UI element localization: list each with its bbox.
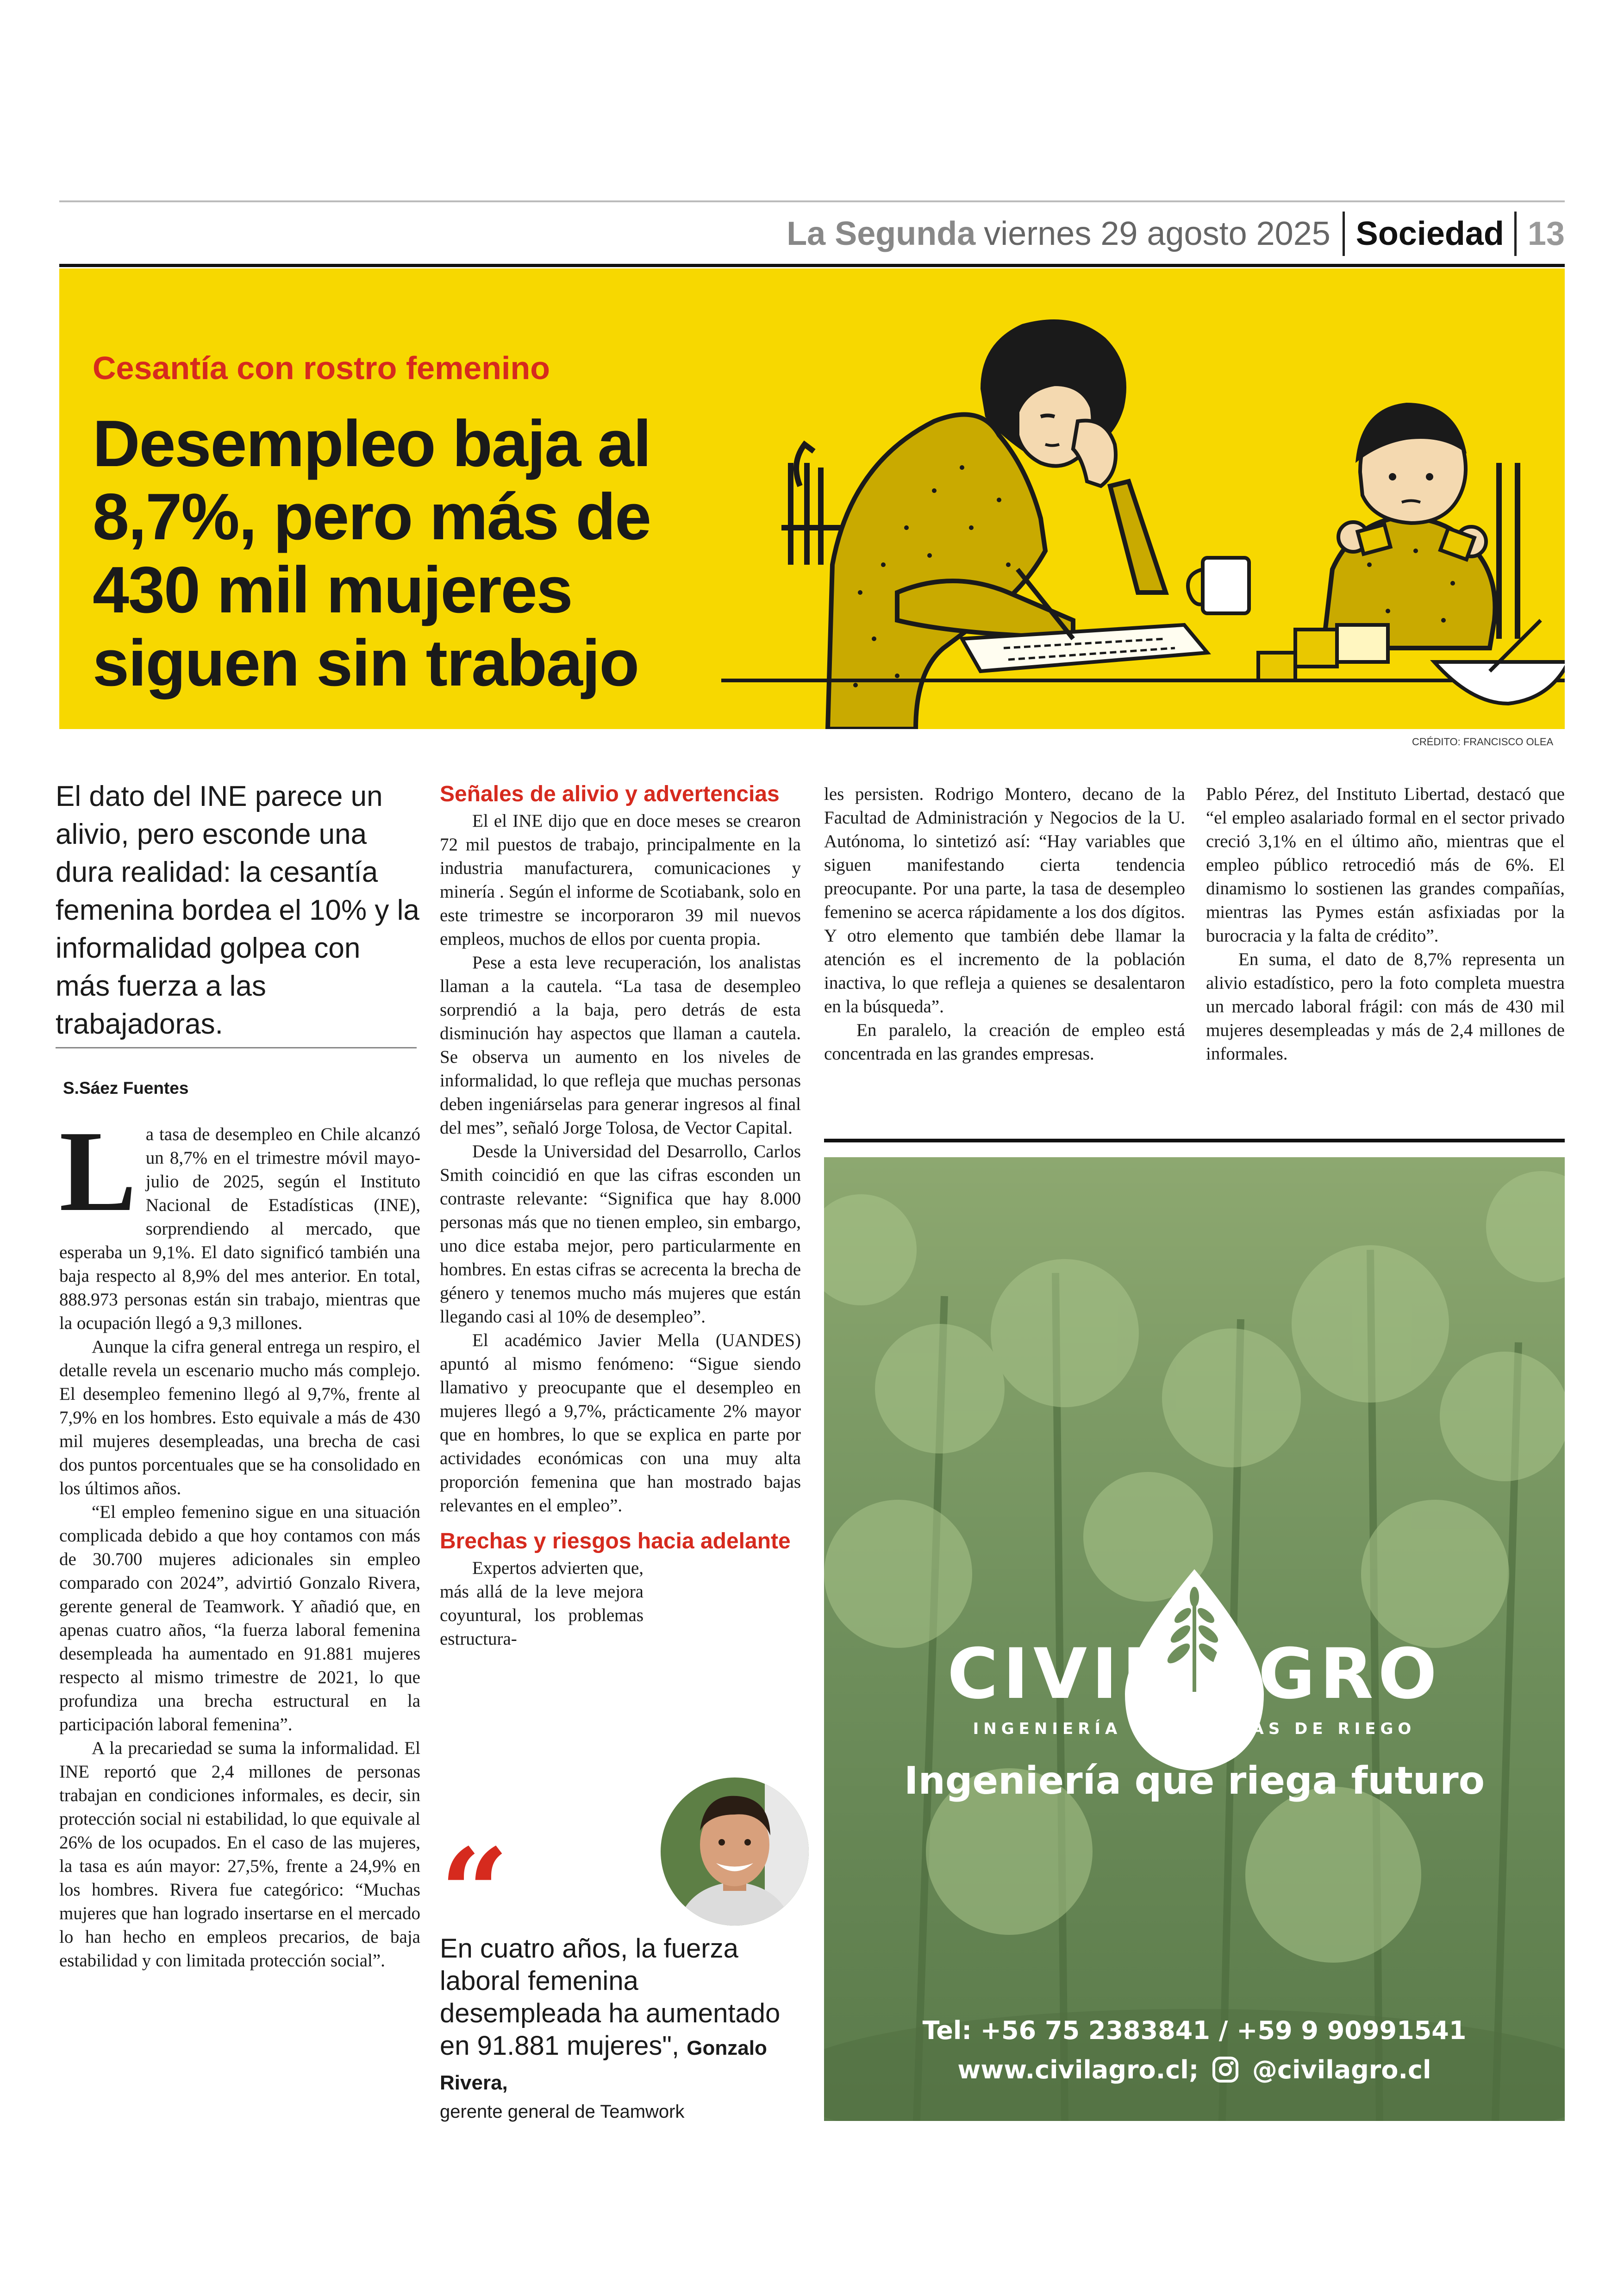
paragraph: les persisten. Rodrigo Montero, decano de la Facultad de Administración y Negocios de la U. Autónoma, lo sintetizó así: “Hay variables que siguen manifestando cierta tendencia preocupante. Por una parte, la tasa de desempleo femenino se acerca rápidamente a los dos dígitos. Y otro elemento que también debe llamar la atención es el incremento de la población inactiva, lo que refleja a quienes se desalentaron en la búsqueda”. xyxy=(824,784,1185,1017)
headline-banner xyxy=(59,268,1565,729)
paragraph: El académico Javier Mella (UANDES) apuntó al mismo fenómeno: “Sigue siendo llamativo y preocupante que el desempleo en mujeres llegó a 9,7%, prácticamente 2% mayor que en hombres, lo que se explica en parte por actividades económicas con una muy alta proporción femenina que han mostrado bajas relevantes en el empleo”. xyxy=(440,1330,801,1515)
quote-mark: “ xyxy=(440,1822,509,1964)
section-name: Sociedad xyxy=(1355,215,1504,252)
paragraph: Aunque la cifra general entrega un respiro, el detalle revela un escenario mucho más complejo. El desempleo femenino llegó al 9,7%, frente al 7,9% en los hombres. Esto equivale a más de 430 mil mujeres desempleadas, una brecha de casi dos puntos porcentuales que se ha consolidado en los últimos años. xyxy=(59,1337,420,1498)
instagram-icon xyxy=(1212,2056,1239,2083)
paragraph: En paralelo, la creación de empleo está concentrada en las grandes empresas. xyxy=(824,1020,1185,1064)
paragraph: Expertos advierten que, más allá de la leve mejora coyuntural, los problemas estructura- xyxy=(440,1558,643,1649)
top-rule xyxy=(59,200,1565,202)
subheading: Señales de alivio y advertencias xyxy=(440,782,780,806)
ad-tagline: Ingeniería que riega futuro xyxy=(904,1759,1485,1803)
header-divider xyxy=(1514,212,1517,256)
header-divider xyxy=(1343,212,1345,256)
illustration-mother-child xyxy=(721,268,1565,729)
lead-divider xyxy=(56,1047,417,1048)
article-column-2 xyxy=(440,782,801,1651)
kicker: Cesantía con rostro femenino xyxy=(93,350,550,386)
paragraph: “El empleo femenino sigue en una situación complicada debido a que hoy contamos con más de 30.700 mujeres adicionales sin empleo comparado con 2024”, advirtió Gonzalo Rivera, gerente general de Teamwork. Y añadió que, en apenas cuatro años, “la fuerza laboral femenina desempleada ha aumentado en 91.881 mujeres respecto al mismo trimestre de 2021, lo que profundiza una brecha estructural en la participación laboral femenina”. xyxy=(59,1502,420,1734)
article-column-4 xyxy=(1206,782,1565,1066)
byline: S.Sáez Fuentes xyxy=(63,1079,189,1098)
pull-quote-role: gerente general de Teamwork xyxy=(440,2102,685,2122)
pull-quote-text: En cuatro años, la fuerza laboral femenina desempleada ha aumentado en 91.881 mujeres", xyxy=(440,1933,781,2061)
subheading: Brechas y riesgos hacia adelante xyxy=(440,1529,791,1553)
pull-quote-author: Gonzalo Rivera, xyxy=(440,2037,767,2094)
paragraph: Desde la Universidad del Desarrollo, Carlos Smith coincidió en que las cifras esconden un contraste relevante: “Significa que hay 8.000 personas más que no tienen empleo, sin embargo, uno dice estaba mejor, pero particularmente en hombres. En estas cifras se acrecenta la brecha de género y tenemos mucho más mujeres que están llegando casi al 10% de desempleo”. xyxy=(440,1141,801,1327)
ad-phone[interactable]: Tel: +56 75 2383841 / +59 9 90991541 xyxy=(922,2016,1467,2045)
article-column-1 xyxy=(59,1107,420,1972)
portrait-photo xyxy=(658,1775,811,1928)
pull-quote xyxy=(440,1933,801,2099)
page-number: 13 xyxy=(1527,215,1565,252)
paragraph: En suma, el dato de 8,7% representa un alivio estadístico, pero la foto completa muestra un mercado laboral frágil: con más de 430 mil mujeres desempleadas y más de 2,4 millones de informales. xyxy=(1206,949,1565,1064)
header-rule xyxy=(59,264,1565,267)
page-header xyxy=(59,204,1565,264)
paragraph: Pablo Pérez, del Instituto Libertad, destacó que “el empleo asalariado formal en el sector privado creció 3,1% en el último año, mientras que el empleo público retrocedió más de 6%. El dinamismo lo sostienen las grandes compañías, mientras las Pymes están asfixiadas por la burocracia y la falta de crédito”. xyxy=(1206,784,1565,946)
advertisement[interactable] xyxy=(824,1157,1565,2121)
ad-divider xyxy=(824,1139,1565,1142)
paragraph: a tasa de desempleo en Chile alcanzó un 8,7% en el trimestre móvil mayo-julio de 2025, según el Instituto Nacional de Estadísticas (INE), sorprendiendo al mercado, que esperaba un 9,1%. El dato significó también una baja respecto al 8,9% del mes anterior. En total, 888.973 personas están sin trabajo, mientras que la ocupación llegó a 9,3 millones. xyxy=(59,1124,420,1333)
headline: Desempleo baja al 8,7%, pero más de 430 mil mujeres siguen sin trabajo xyxy=(93,407,651,700)
publication-name: La Segunda xyxy=(787,215,976,252)
paragraph: Pese a esta leve recuperación, los analistas llaman a la cautela. “La tasa de desempleo sorprendió a la baja, pero detrás de esta disminución hay aspectos que llaman a cautela. Se observa un aumento en los niveles de informalidad, lo que refleja que muchas personas deben ingeniárselas para generar ingresos al final del mes”, señaló Jorge Tolosa, de Vector Capital. xyxy=(440,953,801,1138)
article-column-3 xyxy=(824,782,1185,1066)
ad-website-link[interactable]: www.civilagro.cl; xyxy=(957,2055,1199,2084)
ad-contact xyxy=(824,2055,1565,2087)
ad-brand-subtitle: INGENIERÍA Y SISTEMAS DE RIEGO xyxy=(973,1720,1416,1738)
paragraph: El el INE dijo que en doce meses se crearon 72 mil puestos de trabajo, principalmente en la industria manufacturera, comunicaciones y minería . Según el informe de Scotiabank, solo en este trimestre se incorporaron 39 mil nuevos empleos, muchos de ellos por cuenta propia. xyxy=(440,811,801,949)
drop-cap: L xyxy=(59,1107,137,1235)
paragraph: A la precariedad se suma la informalidad. El INE reportó que 2,4 millones de personas trabajan en condiciones informales, es decir, sin protección social ni estabilidad, lo que equivale al 26% de los ocupados. En el caso de las mujeres, la tasa es aún mayor: 27,5%, frente a 24,9% en los hombres. Rivera fue categórico: “Muchas mujeres que han logrado insertarse en el mercado lo han hecho en empleos precarios, de baja estabilidad y con limitada protección social”. xyxy=(59,1738,420,1971)
image-credit: CRÉDITO: FRANCISCO OLEA xyxy=(1412,736,1554,748)
ad-brand-name: CIVIL AGRO xyxy=(947,1634,1442,1715)
ad-instagram-link[interactable]: @civilagro.cl xyxy=(1252,2055,1431,2084)
publication-date: viernes 29 agosto 2025 xyxy=(984,215,1330,252)
lead-paragraph: El dato del INE parece un alivio, pero esconde una dura realidad: la cesantía femenina bordea el 10% y la informalidad golpea con más fuerza a las trabajadoras. xyxy=(56,780,419,1040)
